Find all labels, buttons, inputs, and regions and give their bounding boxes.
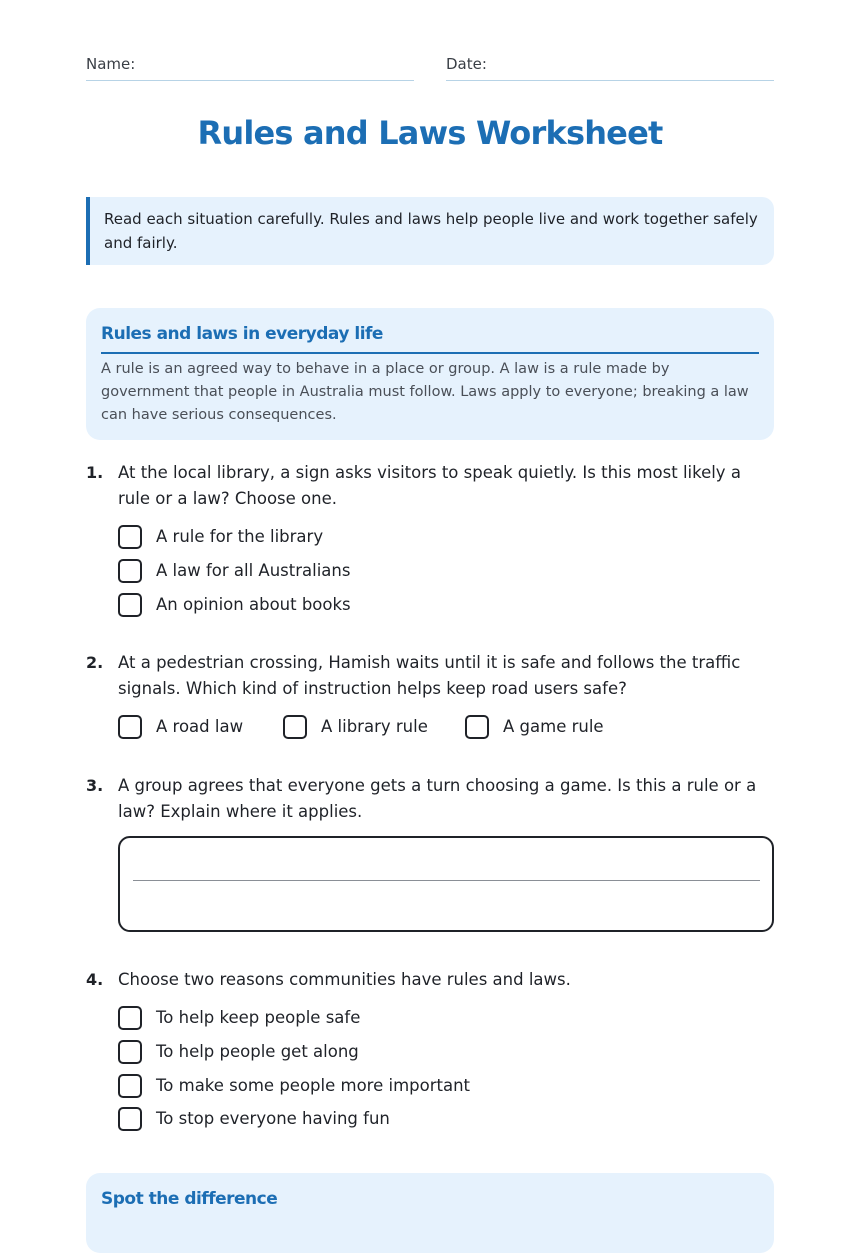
checkbox[interactable] xyxy=(465,715,489,739)
option-label: To stop everyone having fun xyxy=(156,1109,390,1128)
checkbox[interactable] xyxy=(118,1006,142,1030)
date-label: Date: xyxy=(446,55,487,73)
checkbox[interactable] xyxy=(118,525,142,549)
header-fields xyxy=(86,54,774,80)
checkbox[interactable] xyxy=(118,1040,142,1064)
name-field[interactable] xyxy=(86,54,414,81)
name-label: Name: xyxy=(86,55,136,73)
option-label: A rule for the library xyxy=(156,527,324,546)
written-answer-box[interactable] xyxy=(118,836,774,932)
checkbox[interactable] xyxy=(118,1074,142,1098)
option-label: A library rule xyxy=(321,717,428,736)
intro-callout xyxy=(86,197,774,265)
option-label: To make some people more important xyxy=(156,1076,470,1095)
page-title: Rules and Laws Worksheet xyxy=(197,114,663,152)
section-body: A rule is an agreed way to behave in a place or group. A law is a rule made by government that people in Australia must follow. Laws apply to everyone; breaking a law can have serious consequences. xyxy=(101,361,749,423)
checkbox[interactable] xyxy=(118,593,142,617)
option-label: A road law xyxy=(156,717,244,736)
option-label: To help keep people safe xyxy=(156,1008,361,1027)
checkbox[interactable] xyxy=(118,1107,142,1131)
question-number: 2. xyxy=(86,653,104,672)
option-label: To help people get along xyxy=(156,1042,359,1061)
option-label: An opinion about books xyxy=(156,595,351,614)
question-text: Choose two reasons communities have rules and laws. xyxy=(118,970,571,989)
question-number: 3. xyxy=(86,776,104,795)
question-number: 4. xyxy=(86,970,104,989)
answer-line xyxy=(133,880,760,881)
section-spot-the-difference xyxy=(86,1173,774,1253)
question-text: At a pedestrian crossing, Hamish waits until it is safe and follows the traffic signals. Which kind of instruction helps keep road users safe? xyxy=(118,653,741,698)
checkbox[interactable] xyxy=(118,559,142,583)
option-label: A law for all Australians xyxy=(156,561,351,580)
section-title: Rules and laws in everyday life xyxy=(101,324,383,344)
intro-text: Read each situation carefully. Rules and laws help people live and work together safely and fairly. xyxy=(104,210,758,252)
date-field[interactable] xyxy=(446,54,774,81)
question-number: 1. xyxy=(86,463,104,482)
section-divider xyxy=(101,352,759,354)
question-text: A group agrees that everyone gets a turn choosing a game. Is this a rule or a law? Explain where it applies. xyxy=(118,776,757,821)
checkbox[interactable] xyxy=(283,715,307,739)
section-title: Spot the difference xyxy=(101,1189,278,1209)
section-rules-and-laws xyxy=(86,308,774,440)
question-text: At the local library, a sign asks visitors to speak quietly. Is this most likely a rule or a law? Choose one. xyxy=(118,463,741,508)
option-label: A game rule xyxy=(503,717,604,736)
checkbox[interactable] xyxy=(118,715,142,739)
